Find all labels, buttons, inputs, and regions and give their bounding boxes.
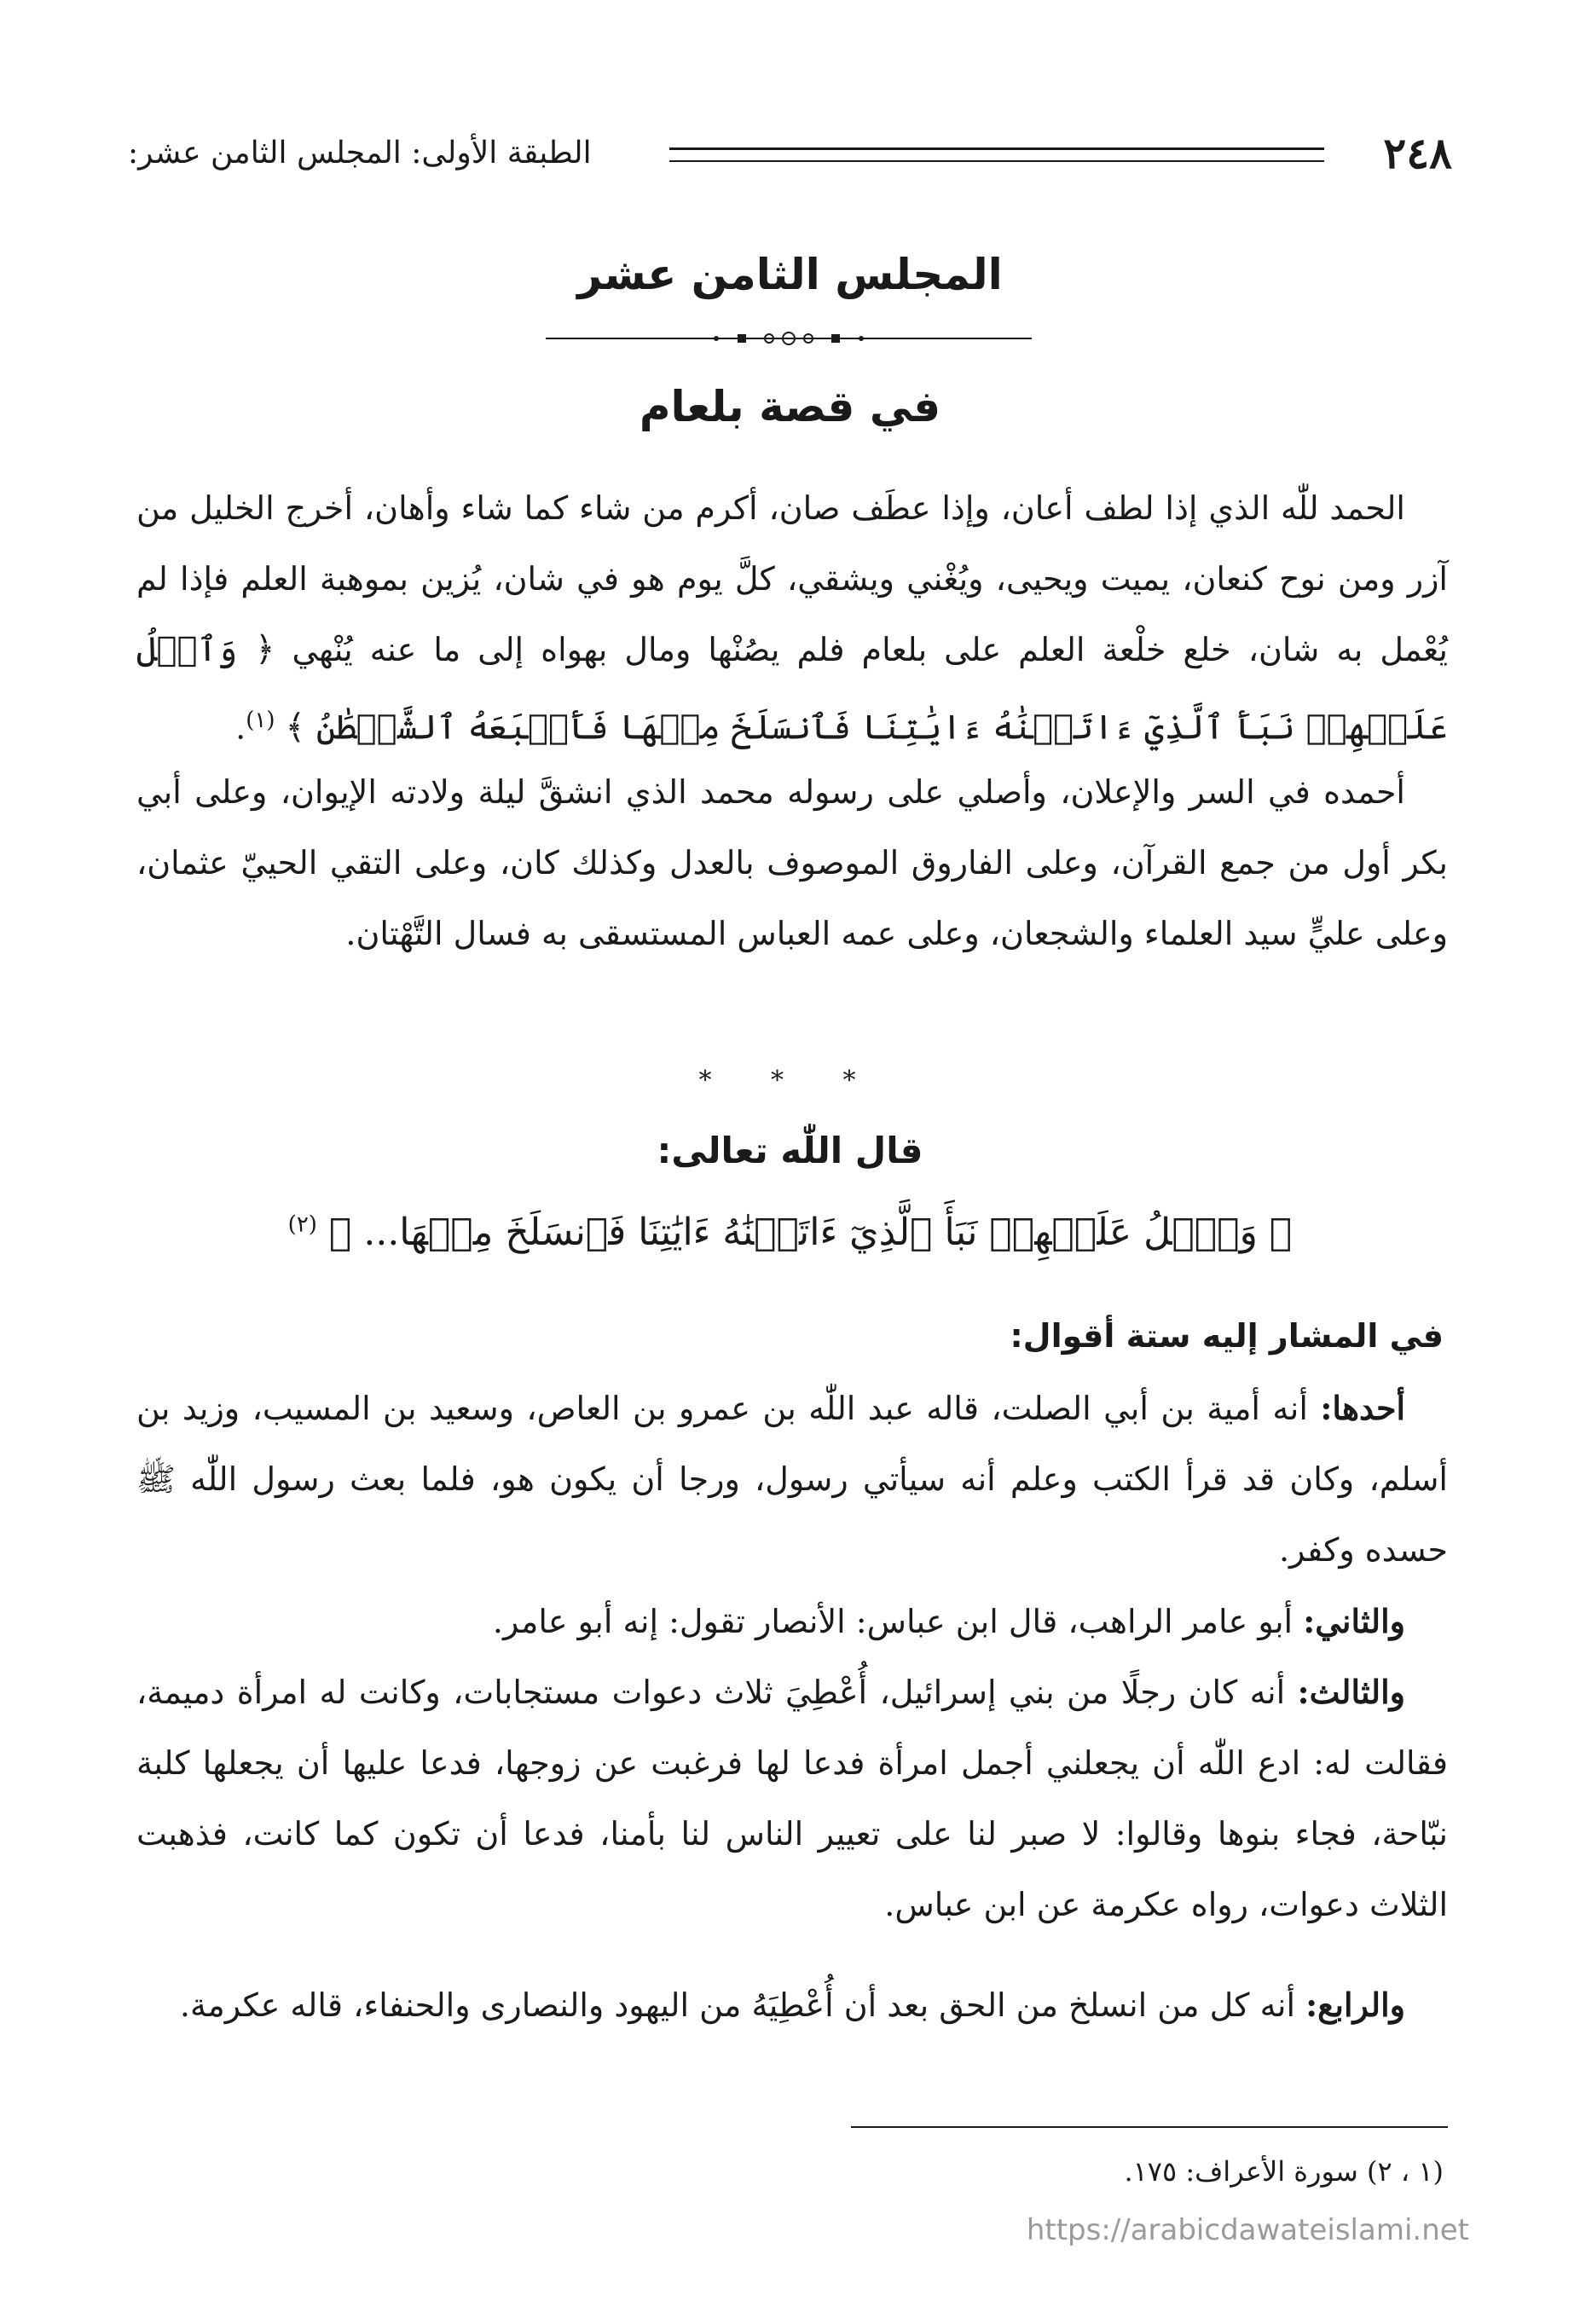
footnote-text: (١ ، ٢) سورة الأعراف: ١٧٥.	[1124, 2155, 1444, 2188]
opinion-1-text: أنه أمية بن أبي الصلت، قاله عبد اللّٰه بن عمرو بن العاص، وسعيد بن المسيب، وزيد بن أسلم، وكان قد قرأ الكتب وعلم أنه سيأتي رسول، ورجا أن يكون هو، فلما بعث رسول اللّٰه ﷺ حسده وكفر.	[136, 1390, 1448, 1569]
page-number: ٢٤٨	[1383, 128, 1452, 178]
opinion-4-text: أنه كل من انسلخ من الحق بعد أن أُعْطِيَهُ من اليهود والنصارى والحنفاء، قاله عكرمة.	[179, 1986, 1306, 2024]
opinion-4	[136, 1969, 1448, 2041]
section-separator: * * *	[698, 1066, 882, 1096]
watermark-url: https://arabicdawateislami.net	[1026, 2213, 1469, 2247]
intro-paragraph-1	[136, 473, 1448, 764]
intro-paragraph-1-end: .	[235, 708, 246, 747]
intro-paragraph-2: أحمده في السر والإعلان، وأصلي على رسوله محمد الذي انشقَّ ليلة ولادته الإيوان، وعلى أبي بكر أول من جمع القرآن، وعلى الفاروق الموصوف بالعدل وكذلك كان، وعلى التقي الحييّ عثمان، وعلى عليٍّ سيد العلماء والشجعان، وعلى عمه العباس المستسقى به فسال التَّهْتان.	[136, 773, 1449, 952]
footnote-marker-2: (٢)	[287, 1211, 317, 1238]
footnote-rule	[851, 2126, 1448, 2128]
opinion-3	[136, 1656, 1448, 1940]
opinion-3-lead: والثالث:	[1297, 1673, 1405, 1711]
intro-paragraph-1-text: الحمد للّٰه الذي إذا لطف أعان، وإذا عطَف صان، أكرم من شاء كما شاء وأهان، أخرج الخليل من آزر ومن نوح كنعان، يميت ويحيى، ويُغْني ويشقي، كلَّ يوم هو في شان، يُزين بموهبة العلم فإذا لم يُعْمل به شان، خلع خلْعة العلم على بلعام فلم يصُنْها ومال بهواه إلى ما عنه يُنْهي	[136, 489, 1448, 668]
opinion-1-lead: أحدها:	[1320, 1389, 1405, 1427]
opinion-3-text: أنه كان رجلًا من بني إسرائيل، أُعْطِيَ ثلاث دعوات مستجابات، وكانت له امرأة دميمة، فقالت له: ادع اللّٰه أن يجعلني أجمل امرأة فدعا لها فرغبت عن زوجها، فدعا عليها أن يجعلها كلبة نبّاحة، فجاء بنوها وقالوا: لا صبر لنا على تعيير الناس لنا بأمنا، فدعا أن تكون كما كانت، فذهبت الثلاث دعوات، رواه عكرمة عن ابن عباس.	[136, 1674, 1448, 1923]
title-ornament-divider	[546, 328, 1032, 349]
section-heading: قال اللّٰه تعالى:	[657, 1130, 923, 1171]
quran-verse-block	[0, 1211, 1580, 1254]
opinions-heading: في المشار إليه ستة أقوال:	[1010, 1317, 1444, 1355]
header-double-rule	[669, 147, 1324, 162]
chapter-subject: في قصة بلعام	[639, 382, 941, 431]
footnote-marker-1: (١)	[246, 708, 275, 733]
opinion-1	[136, 1373, 1448, 1586]
quran-verse-inline: ﴿ وَٱتۡلُ عَلَيۡهِمۡ نَبَأَ ٱلَّذِيٓ ءَاتَيۡنَٰهُ ءَايَٰتِنَا فَٱنسَلَخَ مِنۡهَا فَأَتۡبَعَهُ ٱلشَّيۡطَٰنُ ﴾	[136, 630, 1448, 748]
opinion-2-lead: والثاني:	[1303, 1602, 1405, 1640]
running-header	[128, 124, 1452, 183]
opinion-2-text: أبو عامر الراهب، قال ابن عباس: الأنصار تقول: إنه أبو عامر.	[492, 1603, 1304, 1640]
opinion-4-lead: والرابع:	[1305, 1986, 1405, 2024]
opinion-2	[136, 1586, 1448, 1657]
running-title: الطبقة الأولى: المجلس الثامن عشر:	[128, 136, 592, 171]
quran-verse-text: ﴿ وَٱتۡلُ عَلَيۡهِمۡ نَبَأَ ٱلَّذِيٓ ءَاتَيۡنَٰهُ ءَايَٰتِنَا فَٱنسَلَخَ مِنۡهَا... ﴾	[328, 1211, 1293, 1254]
chapter-title: المجلس الثامن عشر	[577, 250, 1003, 299]
